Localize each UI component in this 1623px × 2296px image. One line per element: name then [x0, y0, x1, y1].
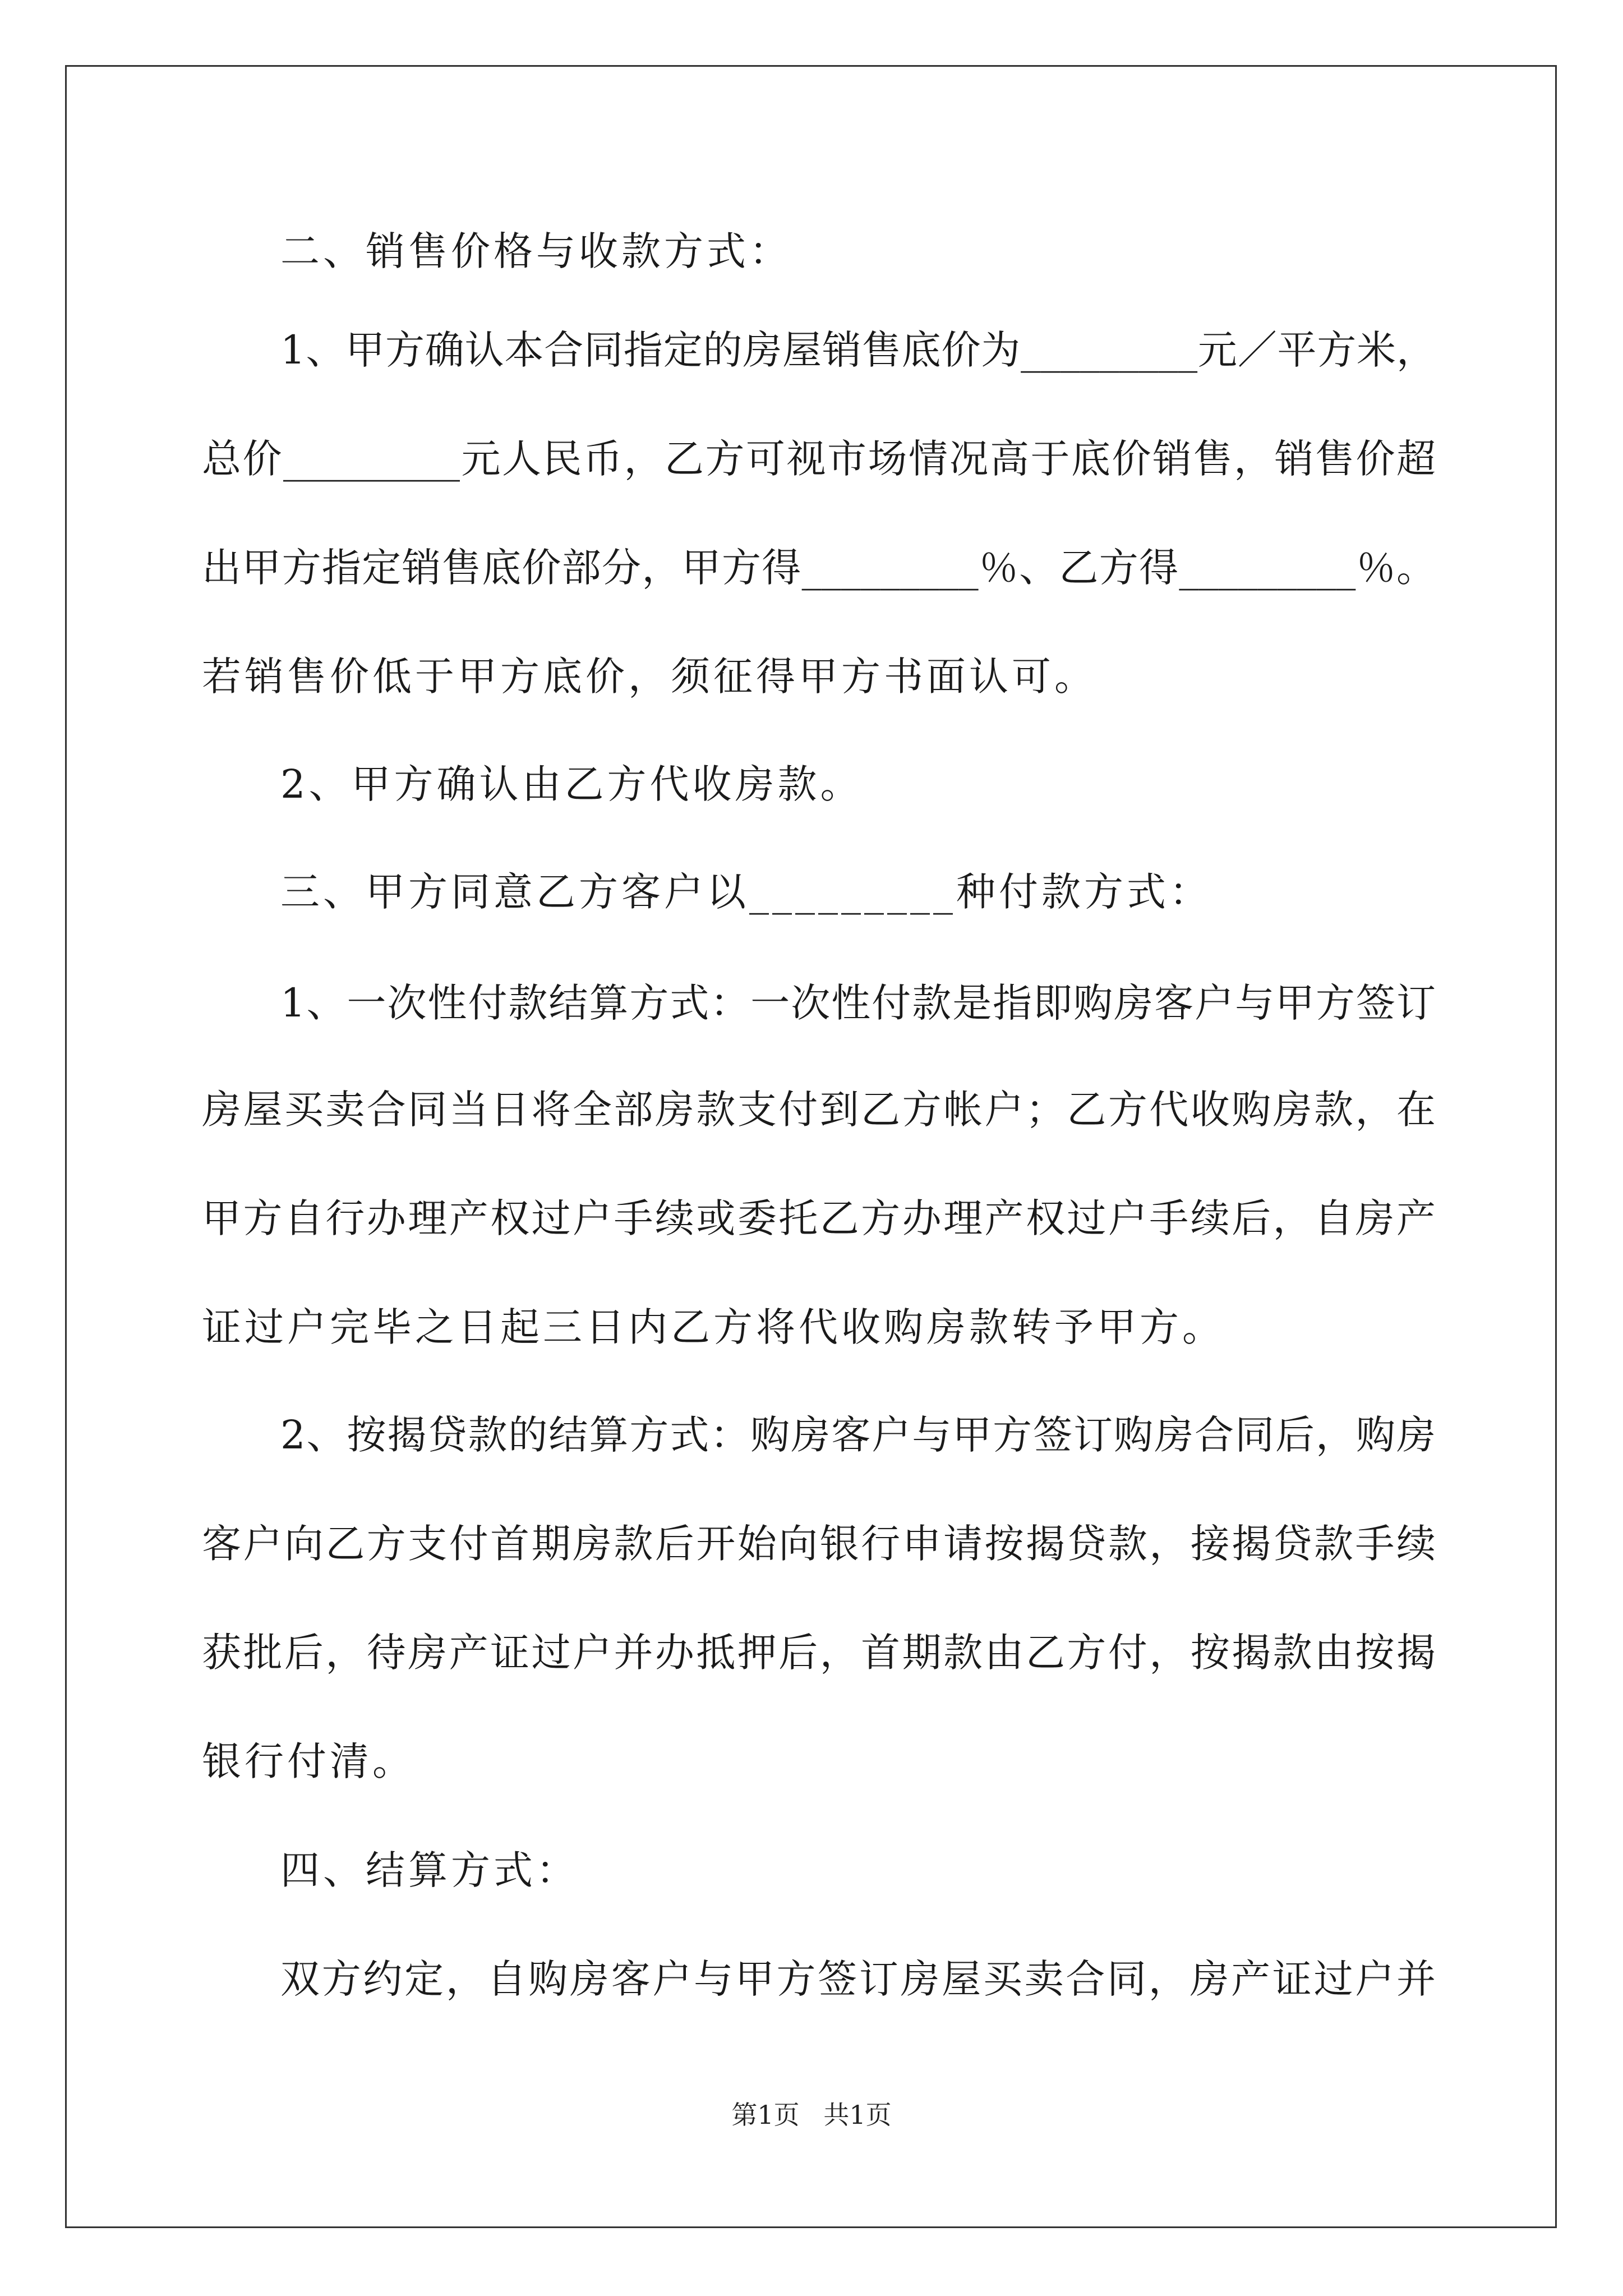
page-border — [65, 65, 1557, 2228]
page-number-total: 共1页 — [823, 2100, 892, 2130]
paragraph-line: 出甲方指定销售底价部分，甲方得_________％、乙方得_________％。 — [202, 545, 1436, 591]
section-heading-2: 二、销售价格与收款方式： — [280, 228, 792, 274]
page-footer — [0, 2098, 1623, 2132]
paragraph-line: 房屋买卖合同当日将全部房款支付到乙方帐户；乙方代收购房款，在 — [202, 1087, 1436, 1133]
paragraph-line: 银行付清。 — [202, 1738, 415, 1784]
paragraph-line: 2、甲方确认由乙方代收房款。 — [280, 761, 863, 807]
paragraph-line: 甲方自行办理产权过户手续或委托乙方办理产权过户手续后，自房产 — [202, 1195, 1436, 1241]
paragraph-line: 若销售价低于甲方底价，须征得甲方书面认可。 — [202, 654, 1097, 700]
paragraph-line: 总价_________元人民币，乙方可视市场情况高于底价销售，销售价超 — [202, 436, 1436, 482]
paragraph-line: 获批后，待房产证过户并办抵押后，首期款由乙方付，按揭款由按揭 — [202, 1630, 1436, 1676]
paragraph-line: 双方约定，自购房客户与甲方签订房屋买卖合同，房产证过户并 — [280, 1956, 1436, 2002]
paragraph-line: 客户向乙方支付首期房款后开始向银行申请按揭贷款，接揭贷款手续 — [202, 1521, 1436, 1567]
page-number-current: 第1页 — [731, 2100, 800, 2130]
paragraph-line: 1、一次性付款结算方式：一次性付款是指即购房客户与甲方签订 — [280, 980, 1436, 1026]
paragraph-line: 1、甲方确认本合同指定的房屋销售底价为_________元／平方米， — [280, 327, 1436, 373]
section-heading-4: 四、结算方式： — [280, 1847, 579, 1893]
paragraph-line: 证过户完毕之日起三日内乙方将代收购房款转予甲方。 — [202, 1304, 1225, 1350]
paragraph-line: 2、按揭贷款的结算方式：购房客户与甲方签订购房合同后，购房 — [280, 1412, 1436, 1458]
section-heading-3: 三、甲方同意乙方客户以_________种付款方式： — [280, 869, 1212, 915]
